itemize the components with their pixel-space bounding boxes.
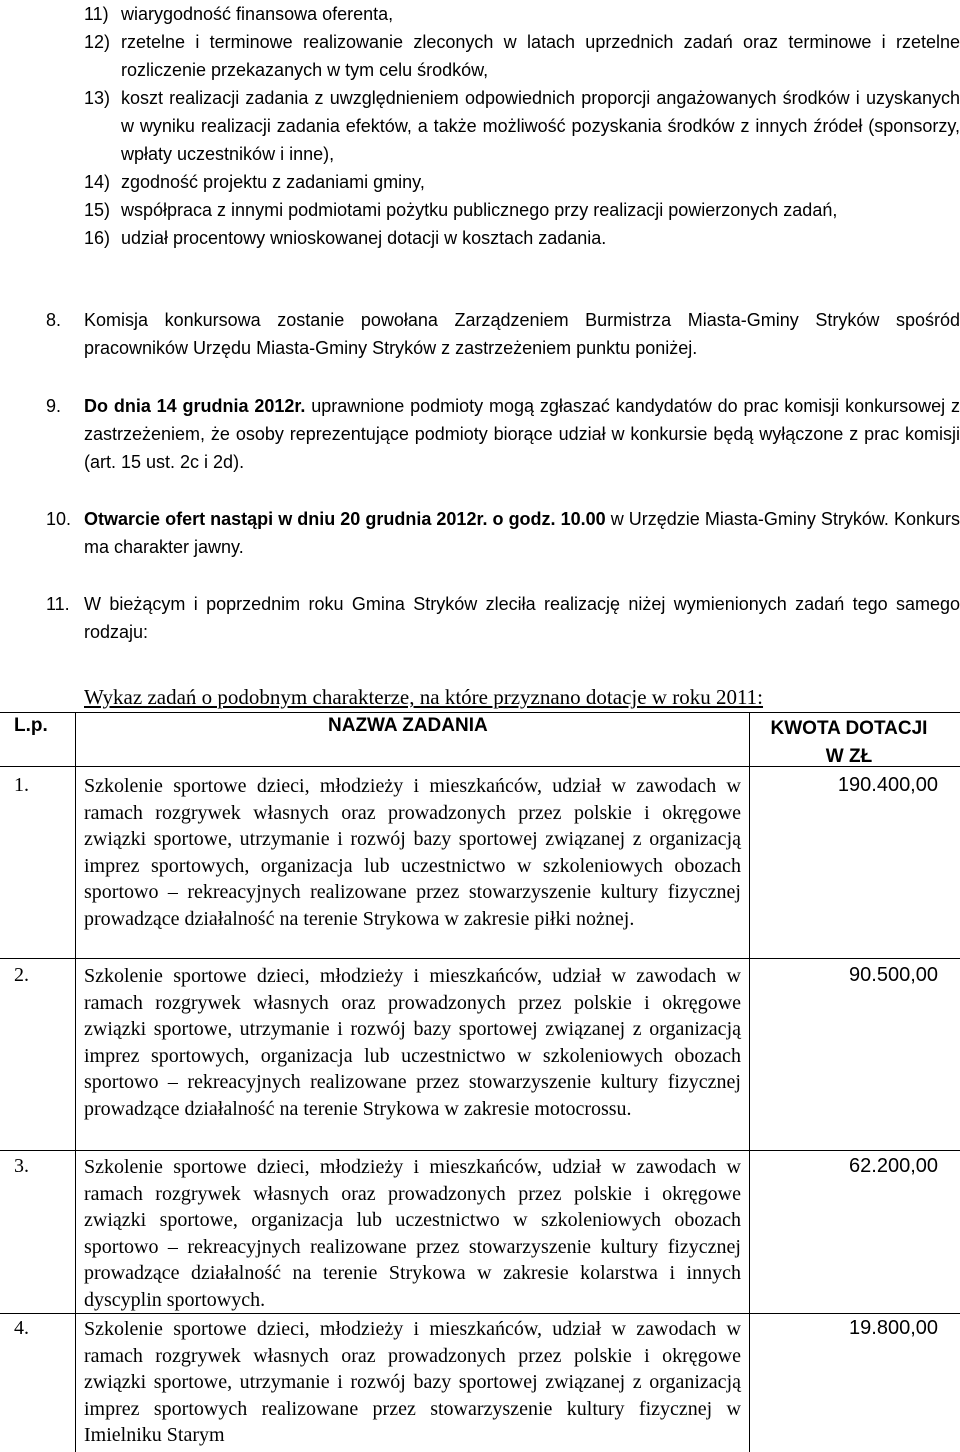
- row-grant-amount: 19.800,00: [849, 1317, 938, 1339]
- paragraph-text: W bieżącym i poprzednim roku Gmina Stryków zleciła realizację niżej wymienionych zadań tego samego rodzaju:: [84, 594, 960, 642]
- criterion-item: [84, 168, 960, 196]
- criterion-number: 15): [84, 200, 111, 220]
- criterion-number: 12): [84, 32, 111, 52]
- paragraph-11: [46, 590, 960, 646]
- row-task-name: Szkolenie sportowe dzieci, młodzieży i mieszkańców, udział w zawodach w ramach rozgrywek własnych oraz prowadzonych przez polskie i okręgowe związki sportowe, utrzymanie i rozwój bazy sportowej związanej z organizacją imprez sportowych realizowane przez stowarzyszenie kultury fizycznej w Imielniku Starym: [84, 1318, 741, 1446]
- header-task-name: NAZWA ZADANIA: [328, 715, 488, 736]
- table-border: [0, 712, 960, 713]
- table-caption: Wykaz zadań o podobnym charakterze, na które przyznano dotacje w roku 2011:: [84, 685, 764, 709]
- paragraph-10: [46, 505, 960, 561]
- header-grant-amount: KWOTA DOTACJI W ZŁ: [770, 718, 928, 767]
- row-task-name: Szkolenie sportowe dzieci, młodzieży i mieszkańców, udział w zawodach w ramach rozgrywek własnych oraz prowadzonych przez polskie i okręgowe związki sportowe, utrzymanie i rozwój bazy sportowej związanej z organizacją imprez sportowych, organizacja lub uczestnictwo w szkoleniowych obozach sportowo – rekreacyjnych realizowane przez stowarzyszenie kultury fizycznej prowadzące działalność na terenie Strykowa w zakresie motocrossu.: [84, 965, 741, 1120]
- paragraph-number: 8.: [46, 310, 62, 330]
- table-divider: [0, 958, 960, 959]
- criterion-item: [84, 28, 960, 84]
- criterion-number: 16): [84, 228, 111, 248]
- paragraph-number: 9.: [46, 396, 62, 416]
- paragraph-9: [46, 392, 960, 476]
- paragraph-number: 11.: [46, 594, 70, 614]
- row-task-name: Szkolenie sportowe dzieci, młodzieży i mieszkańców, udział w zawodach w ramach rozgrywek własnych oraz prowadzonych przez polskie i okręgowe związki sportowe, utrzymanie i rozwój bazy sportowej związanej z organizacją imprez sportowych, organizacja lub uczestnictwo w szkoleniowych obozach sportowo – rekreacyjnych realizowane przez stowarzyszenie kultury fizycznej prowadzące działalność na terenie Strykowa w zakresie piłki nożnej.: [84, 775, 741, 930]
- row-grant-amount: 62.200,00: [849, 1155, 938, 1177]
- table-divider: [0, 1313, 960, 1314]
- criteria-list: [84, 0, 960, 252]
- criterion-text: koszt realizacji zadania z uwzględnieniem odpowiednich proporcji angażowanych środków i uzyskanych w wyniku realizacji zadania efektów, a także możliwość pozyskania środków z innych źródeł (sponsorzy, wpłaty uczestników i inne),: [121, 88, 960, 164]
- grants-table: [0, 712, 960, 1452]
- table-divider: [75, 712, 76, 1452]
- paragraph-text: w Urzędzie Miasta-Gminy Stryków. Konkurs ma charakter jawny.: [84, 509, 960, 557]
- row-number: 4.: [14, 1317, 29, 1339]
- row-number: 3.: [14, 1155, 29, 1177]
- table-divider: [749, 712, 750, 1452]
- row-grant-amount: 90.500,00: [849, 964, 938, 986]
- paragraph-number: 10.: [46, 509, 72, 529]
- row-task-name: Szkolenie sportowe dzieci, młodzieży i mieszkańców, udział w zawodach w ramach rozgrywek własnych oraz prowadzonych przez polskie i okręgowe związki sportowe, organizacja lub uczestnictwo w szkoleniowych obozach sportowo – rekreacyjnych realizowane przez stowarzyszenie kultury fizycznej prowadzące działalność na terenie Strykowa w zakresie kolarstwa i innych dyscyplin sportowych.: [84, 1156, 741, 1311]
- deadline-date: Do dnia 14 grudnia 2012r.: [84, 396, 306, 416]
- criterion-item: [84, 0, 960, 28]
- criterion-number: 11): [84, 4, 109, 24]
- criterion-item: [84, 196, 960, 224]
- table-divider: [0, 1150, 960, 1151]
- criterion-item: [84, 224, 960, 252]
- criterion-text: współpraca z innymi podmiotami pożytku publicznego przy realizacji powierzonych zadań,: [121, 200, 838, 220]
- row-number: 2.: [14, 964, 29, 986]
- header-lp: L.p.: [14, 715, 48, 736]
- row-number: 1.: [14, 774, 29, 796]
- criterion-text: zgodność projektu z zadaniami gminy,: [121, 172, 425, 192]
- criterion-text: rzetelne i terminowe realizowanie zleconych w latach uprzednich zadań oraz terminowe i rzetelne rozliczenie przekazanych w tym celu środków,: [121, 32, 960, 80]
- opening-date: Otwarcie ofert nastąpi w dniu 20 grudnia 2012r. o godz. 10.00: [84, 509, 606, 529]
- criterion-number: 14): [84, 172, 111, 192]
- criterion-text: udział procentowy wnioskowanej dotacji w kosztach zadania.: [121, 228, 607, 248]
- criterion-text: wiarygodność finansowa oferenta,: [121, 4, 394, 24]
- criterion-item: [84, 84, 960, 168]
- paragraph-8: [46, 306, 960, 362]
- criterion-number: 13): [84, 88, 111, 108]
- row-grant-amount: 190.400,00: [837, 774, 938, 796]
- paragraph-text: Komisja konkursowa zostanie powołana Zarządzeniem Burmistrza Miasta-Gminy Stryków spośród pracowników Urzędu Miasta-Gminy Stryków z zastrzeżeniem punktu poniżej.: [84, 310, 960, 358]
- paragraph-text: uprawnione podmioty mogą zgłaszać kandydatów do prac komisji konkursowej z zastrzeżeniem, że osoby reprezentujące podmioty biorące udział w konkursie będą wyłączone z prac komisji (art. 15 ust. 2c i 2d).: [84, 396, 960, 472]
